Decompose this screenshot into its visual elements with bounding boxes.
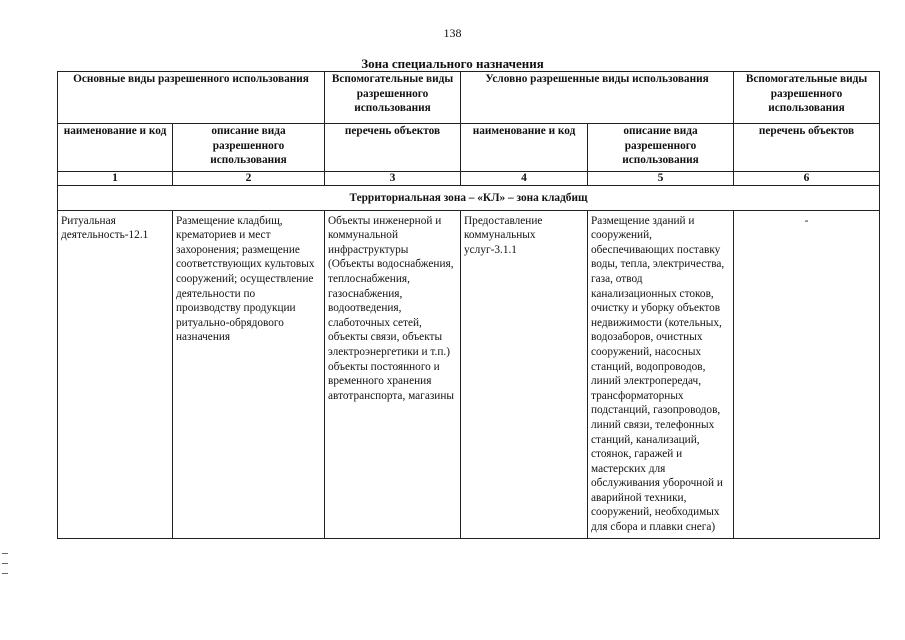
header-description-2: описание вида разрешенного использования (588, 124, 734, 172)
header-name-code-2: наименование и код (461, 124, 588, 172)
column-number: 3 (325, 172, 461, 186)
cell-conditional-name-code: Предоставление коммунальных услуг-3.1.1 (461, 210, 588, 538)
header-main-uses: Основные виды разрешенного использования (58, 72, 325, 124)
header-objects-list-1: перечень объектов (325, 124, 461, 172)
cell-use-name-code: Ритуальная деятельность-12.1 (58, 210, 173, 538)
column-number: 5 (588, 172, 734, 186)
cell-use-description: Размещение кладбищ, крематориев и мест захоронения; размещение соответствующих культовых сооружений; осуществление деятельности по производству продукции ритуально-обрядового назначения (173, 210, 325, 538)
header-objects-list-2: перечень объектов (734, 124, 880, 172)
column-number: 4 (461, 172, 588, 186)
header-description-1: описание вида разрешенного использования (173, 124, 325, 172)
page-number: 138 (443, 26, 462, 40)
header-name-code-1: наименование и код (58, 124, 173, 172)
page-title: Зона специального назначения (361, 56, 544, 71)
header-conditional-uses: Условно разрешенные виды использования (461, 72, 734, 124)
cell-aux-objects: Объекты инженерной и коммунальной инфраструктуры (Объекты водоснабжения, теплоснабжения, газоснабжения, водоотведения, слаботочных сетей, объекты связи, объекты электроэнергетики и т.п.) объекты постоянного и временного хранения автотранспорта, магазины (325, 210, 461, 538)
margin-mark (2, 553, 8, 554)
margin-mark (2, 573, 8, 574)
header-aux-uses-2: Вспомогательные виды разрешенного использования (734, 72, 880, 124)
margin-mark (2, 563, 8, 564)
column-number: 2 (173, 172, 325, 186)
header-aux-uses-1: Вспомогательные виды разрешенного использования (325, 72, 461, 124)
column-number: 6 (734, 172, 880, 186)
cell-conditional-aux-objects: - (734, 210, 880, 538)
land-use-table (57, 71, 880, 539)
column-number: 1 (58, 172, 173, 186)
cell-conditional-description: Размещение зданий и сооружений, обеспечивающих поставку воды, тепла, электричества, газа, отвод канализационных стоков, очистку и уборку объектов недвижимости (котельных, водозаборов, очистных сооружений, насосных станций, водопроводов, линий электропередач, трансформаторных подстанций, газопроводов, линий связи, телефонных станций, канализаций, стоянок, гаражей и мастерских для обслуживания уборочной и аварийной техники, сооружений, необходимых для сбора и плавки снега) (588, 210, 734, 538)
zone-title: Территориальная зона – «КЛ» – зона кладбищ (58, 186, 880, 211)
